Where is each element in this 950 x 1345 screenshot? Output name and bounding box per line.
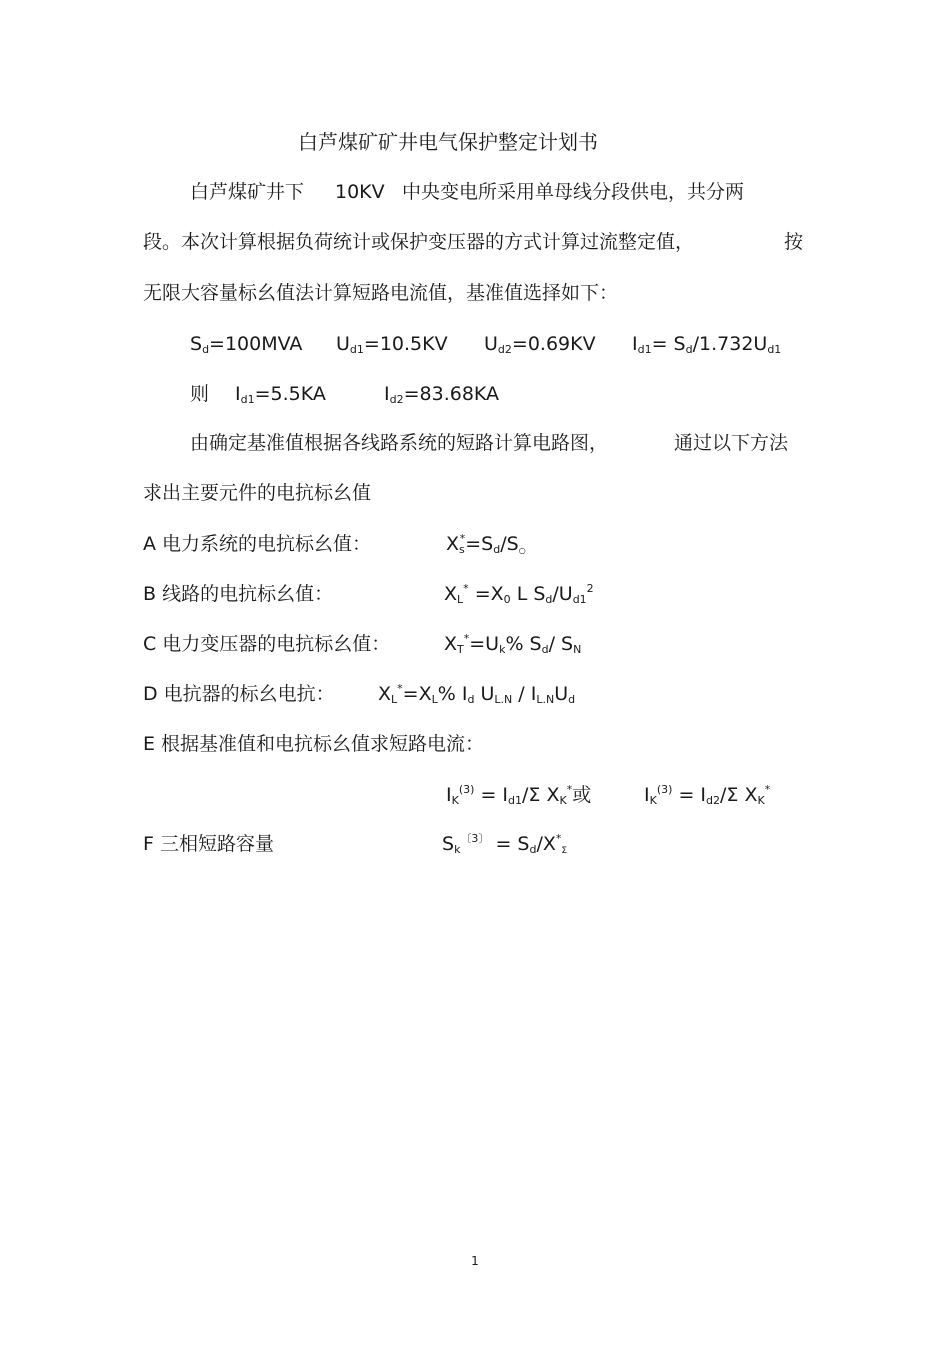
- item-f-label: F 三相短路容量: [143, 833, 274, 855]
- intro-line-2-end: 按: [784, 231, 804, 253]
- item-d-formula: $X_L^*=X_L\%$ $I_d$ $U_{L.N} / I_{L.N}U_d$: [378, 682, 576, 706]
- item-d-label: D 电抗器的标幺电抗：: [143, 683, 335, 705]
- item-c-formula: $X_T^*=U_k\%$ $S_d/$ $S_N$: [444, 632, 582, 656]
- item-f-formula: $S_k^{〔3〕} = S_d/X^*_\Sigma$: [442, 832, 568, 856]
- intro-text-cont: 中央变电所采用单母线分段供电，共分两: [402, 181, 745, 203]
- method-line-1-end: 通过以下方法: [674, 432, 789, 454]
- item-a-formula: $X_s^*=S_d/S_○$: [446, 532, 526, 556]
- base-ud2: $U_{d2}=0.69KV$: [484, 333, 596, 356]
- item-e-formula-2: $I_K^{(3)} = I_{d2}/\Sigma$ $X_K^*$: [644, 783, 771, 807]
- intro-line-2: 段。本次计算根据负荷统计或保护变压器的方式计算过流整定值，: [143, 231, 695, 253]
- method-line-2: 求出主要元件的电抗标幺值: [143, 482, 372, 504]
- item-e-label: E 根据基准值和电抗标幺值求短路电流：: [143, 733, 485, 755]
- intro-line-3: 无限大容量标幺值法计算短路电流值，基准值选择如下：: [143, 282, 619, 304]
- intro-line-1: [190, 180, 304, 204]
- item-b-formula: $X_L^* =X_0$ L $S_d/U_{d1}^2$: [444, 582, 594, 606]
- base-id1-formula: $I_{d1}= S_d/1.732U_{d1}$: [632, 333, 782, 356]
- result-prefix: 则: [190, 383, 210, 405]
- item-b-label: B 线路的电抗标幺值：: [143, 583, 334, 605]
- document-title: 白芦煤矿矿井电气保护整定计划书: [298, 130, 598, 154]
- intro-voltage: 10KV: [335, 181, 385, 203]
- result-id2: $I_{d2}=83.68KA$: [384, 383, 500, 406]
- item-a-label: A 电力系统的电抗标幺值：: [143, 533, 372, 555]
- intro-text: 白芦煤矿井下: [190, 181, 305, 203]
- method-line-1: 由确定基准值根据各线路系统的短路计算电路图，: [190, 432, 609, 454]
- item-e-formula-1: $I_K^{(3)} = I_{d1}/\Sigma$ $X_K^*$或: [446, 783, 592, 807]
- item-c-label: C 电力变压器的电抗标幺值：: [143, 633, 391, 655]
- result-id1: $I_{d1}=5.5KA$: [235, 383, 326, 406]
- base-ud1: $U_{d1}=10.5KV$: [336, 333, 448, 356]
- base-sd: $S_d=100MVA$: [190, 333, 303, 356]
- page-number: 1: [471, 1254, 479, 1268]
